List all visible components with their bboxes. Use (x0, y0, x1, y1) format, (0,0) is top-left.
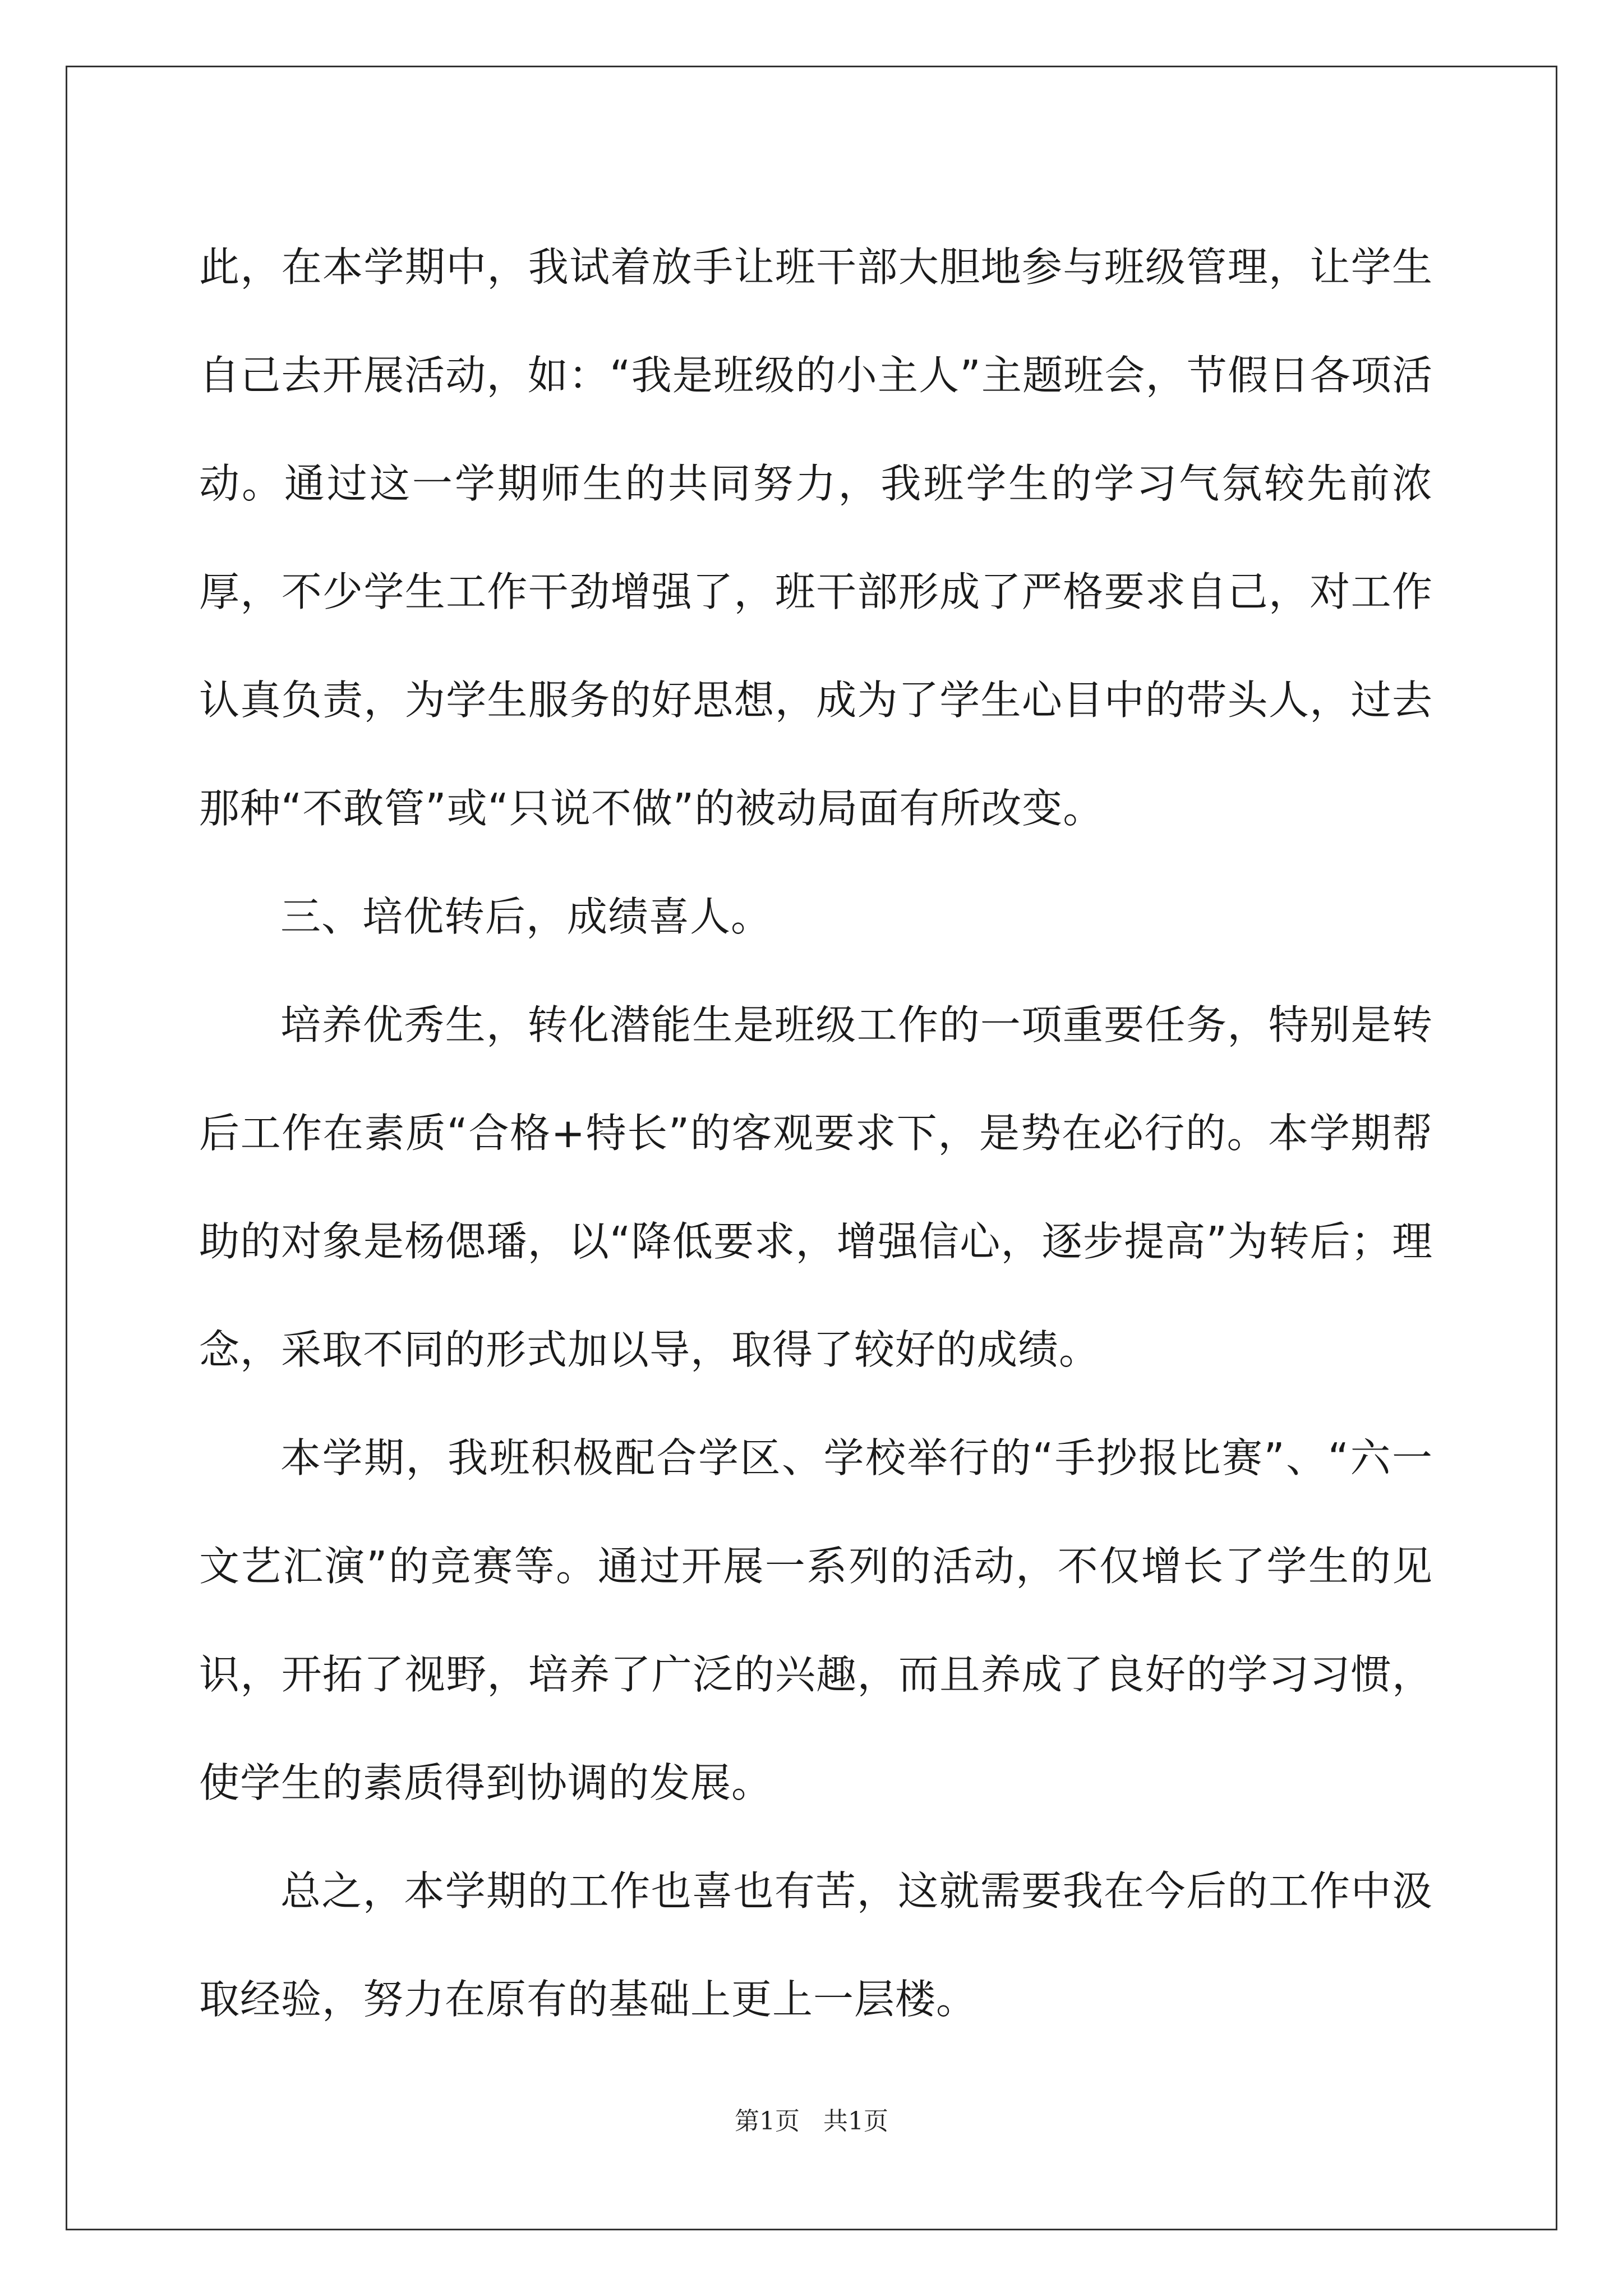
paragraph-conclusion: 总之，本学期的工作也喜也有苦，这就需要我在今后的工作中汲取经验，努力在原有的基础上更上一层楼。 (199, 1867, 1433, 2023)
document-body (199, 213, 1433, 2054)
page-number-footer: 第1页 共1页 (735, 2107, 888, 2136)
paragraph-activities: 本学期，我班积极配合学区、学校举行的“手抄报比赛”、“六一文艺汇演”的竞赛等。通过开展一系列的活动，不仅增长了学生的见识，开拓了视野，培养了广泛的兴趣，而且养成了良好的学习习惯，使学生的素质得到协调的发展。 (199, 1434, 1433, 1806)
paragraph-student-support: 培养优秀生，转化潜能生是班级工作的一项重要任务，特别是转后工作在素质“合格+特长”的客观要求下，是势在必行的。本学期帮助的对象是杨偲璠，以“降低要求，增强信心，逐步提高”为转后；理念，采取不同的形式加以导，取得了较好的成绩。 (199, 1001, 1433, 1373)
paragraph-class-management: 此，在本学期中，我试着放手让班干部大胆地参与班级管理，让学生自己去开展活动，如：“我是班级的小主人”主题班会，节假日各项活动。通过这一学期师生的共同努力，我班学生的学习气氛较先前浓厚，不少学生工作干劲增强了，班干部形成了严格要求自己，对工作认真负责，为学生服务的好思想，成为了学生心目中的带头人，过去那种“不敢管”或“只说不做”的被动局面有所改变。 (199, 243, 1433, 832)
section-heading-three: 三、培优转后，成绩喜人。 (280, 893, 772, 940)
